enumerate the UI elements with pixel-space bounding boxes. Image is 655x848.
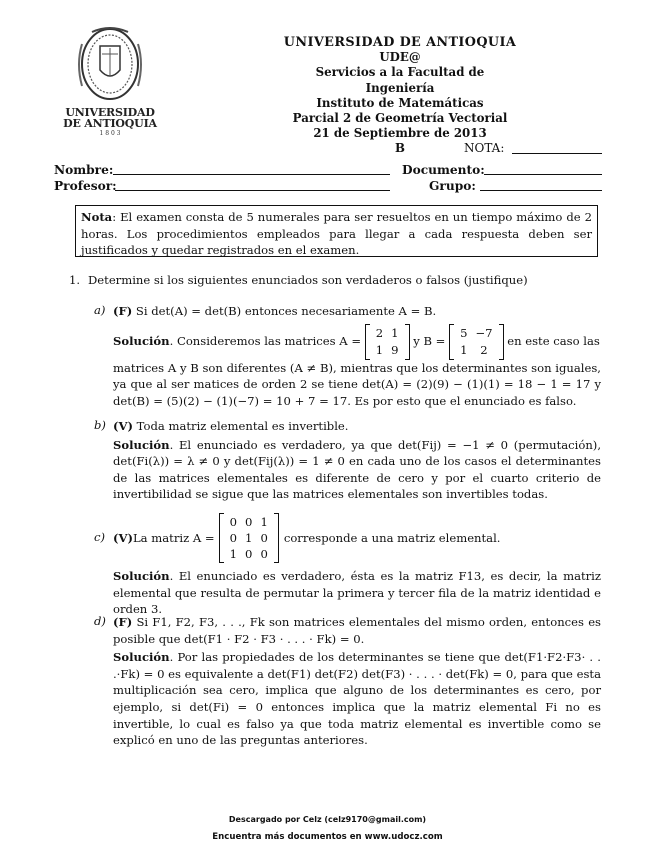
question-1-number: 1. — [69, 273, 81, 287]
item-c-label: c) — [94, 530, 106, 544]
item-b-solution-label: Solución — [113, 437, 170, 452]
coat-of-arms-icon — [62, 24, 158, 104]
item-c-statement-pre: La matriz A = — [132, 530, 215, 545]
logo-name-line2: DE ANTIOQUIA — [63, 117, 157, 130]
university-logo — [62, 24, 158, 136]
matrix-cell: 1 — [260, 515, 268, 529]
item-a-solution-post: en este caso las — [507, 333, 600, 348]
item-d — [113, 614, 601, 749]
matrix-a — [365, 324, 410, 360]
item-a — [113, 303, 601, 409]
unit-name: UDE@ — [379, 50, 421, 65]
item-c-tag: (V) — [113, 530, 133, 545]
item-a-solution-pre: . Consideremos las matrices A = — [169, 333, 362, 348]
matrix-cell: 9 — [391, 342, 399, 357]
matrix-cell: 0 — [229, 531, 238, 545]
exam-version: B — [395, 141, 405, 156]
documento-label: Documento: — [402, 163, 485, 177]
institute-line: Instituto de Matemáticas — [316, 95, 484, 110]
item-a-solution-label: Solución — [113, 333, 170, 348]
matrix-cell: −7 — [475, 325, 493, 340]
item-a-tag: (F) — [113, 304, 133, 318]
university-name: UNIVERSIDAD DE ANTIOQUIA — [283, 35, 517, 50]
nota-label: NOTA: — [464, 141, 505, 155]
matrix-cell: 0 — [245, 515, 253, 529]
item-c-statement-post: corresponde a una matriz elemental. — [283, 530, 501, 545]
item-d-statement: Si F1, F2, F3, . . ., Fk son matrices elementales del mismo orden, entonces es posible que det(F1 · F2 · F3 · . . . · Fk) = 0. — [113, 615, 602, 646]
notice-text: : El examen consta de 5 numerales para ser resueltos en un tiempo máximo de 2 horas. Los procedimientos empleados para llegar a cada respuesta deben ser justificados y quedar registrados en el examen. — [81, 210, 592, 258]
matrix-cell: 5 — [460, 325, 468, 340]
item-c-solution-label: Solución — [113, 569, 170, 583]
item-b-tag: (V) — [113, 419, 133, 433]
matrix-cell: 1 — [375, 342, 384, 357]
matrix-cell: 0 — [260, 531, 268, 545]
source-link[interactable]: Encuentra más documentos en www.udocz.com — [212, 832, 443, 842]
documento-field[interactable] — [484, 174, 602, 175]
item-b — [113, 418, 601, 503]
exam-notice-box — [75, 205, 598, 257]
matrix-b — [449, 324, 503, 360]
item-b-label: b) — [94, 418, 106, 432]
matrix-c — [219, 513, 279, 563]
download-credit: Descargado por Celz (celz9170@gmail.com) — [228, 815, 427, 824]
item-a-solution-rest: matrices A y B son diferentes (A ≠ B), mientras que los determinantes son iguales, ya que al ser matices de orden 2 se tiene det(A) = (2)(9) − (1)(1) = 18 − 1 = 17 y det(B) = (5)(2) − (1)(−7) = 10 + 7 = 17. Es por esto que el enunciado es falso. — [113, 360, 601, 408]
item-a-label: a) — [94, 303, 106, 317]
logo-name-line1: UNIVERSIDAD — [65, 106, 155, 119]
matrix-cell: 1 — [391, 325, 399, 340]
item-d-label: d) — [94, 614, 106, 628]
item-d-tag: (F) — [113, 615, 133, 629]
matrix-cell: 1 — [245, 531, 253, 545]
matrix-cell: 1 — [229, 547, 238, 561]
grupo-label: Grupo: — [429, 179, 476, 193]
item-b-statement: Toda matriz elemental es invertible. — [136, 419, 349, 433]
notice-bold-label: Nota — [81, 210, 113, 224]
logo-year: 1 8 0 3 — [99, 130, 121, 137]
profesor-field[interactable] — [115, 190, 390, 191]
nombre-field[interactable] — [113, 174, 390, 175]
question-1-text: Determine si los siguientes enunciados son verdaderos o falsos (justifique) — [88, 273, 528, 287]
matrix-cell: 0 — [245, 547, 253, 561]
nombre-label: Nombre: — [54, 163, 114, 177]
matrix-cell: 2 — [375, 325, 384, 340]
matrix-cell: 0 — [260, 547, 268, 561]
exam-date: 21 de Septiembre de 2013 — [313, 126, 487, 141]
item-b-solution-text: . El enunciado es verdadero, ya que det(Fij) = −1 ≠ 0 (permutación), det(Fi(λ)) = λ ≠ 0 y det(Fij(λ)) = 1 ≠ 0 en cada uno de los casos el determinantes de las matrices elementales es diferente de cero y por el cuarto criterio de invertibilidad se sigue que las matrices elementales son invertibles todas. — [113, 437, 601, 502]
item-c-solution-text: . El enunciado es verdadero, ésta es la matriz F13, es decir, la matriz elemental que resulta de permutar la primera y tercer fila de la matriz identidad e orden 3. — [113, 569, 601, 617]
header-block — [282, 35, 518, 157]
exam-title: Parcial 2 de Geometría Vectorial — [292, 111, 508, 126]
item-a-statement: Si det(A) = det(B) entonces necesariamente A = B. — [135, 304, 437, 318]
profesor-label: Profesor: — [54, 179, 117, 193]
nota-field[interactable] — [512, 153, 602, 154]
item-a-solution-mid: y B = — [413, 333, 446, 348]
item-d-solution-label: Solución — [113, 650, 170, 665]
matrix-cell: 0 — [229, 515, 238, 529]
matrix-cell: 2 — [480, 342, 488, 357]
item-d-solution-text: . Por las propiedades de los determinantes se tiene que det(F1·F2·F3· . . .·Fk) = 0 es equivalente a det(F1) det(F2) det(F3) · . . . · det(Fk) = 0, para que esta multiplicación sea cero, implica que alguno de los determinantes es cero, por ejemplo, si det(Fi) = 0 entonces implica que la matriz elemental Fi no es invertible, lo cual es falso ya que toda matriz elemental es invertible como se explicó en uno de las preguntas anteriores. — [113, 650, 601, 748]
matrix-cell: 1 — [460, 342, 468, 357]
faculty-line: Servicios a la Facultad de Ingeniería — [315, 65, 485, 95]
item-c — [113, 510, 601, 618]
grupo-field[interactable] — [480, 190, 602, 191]
